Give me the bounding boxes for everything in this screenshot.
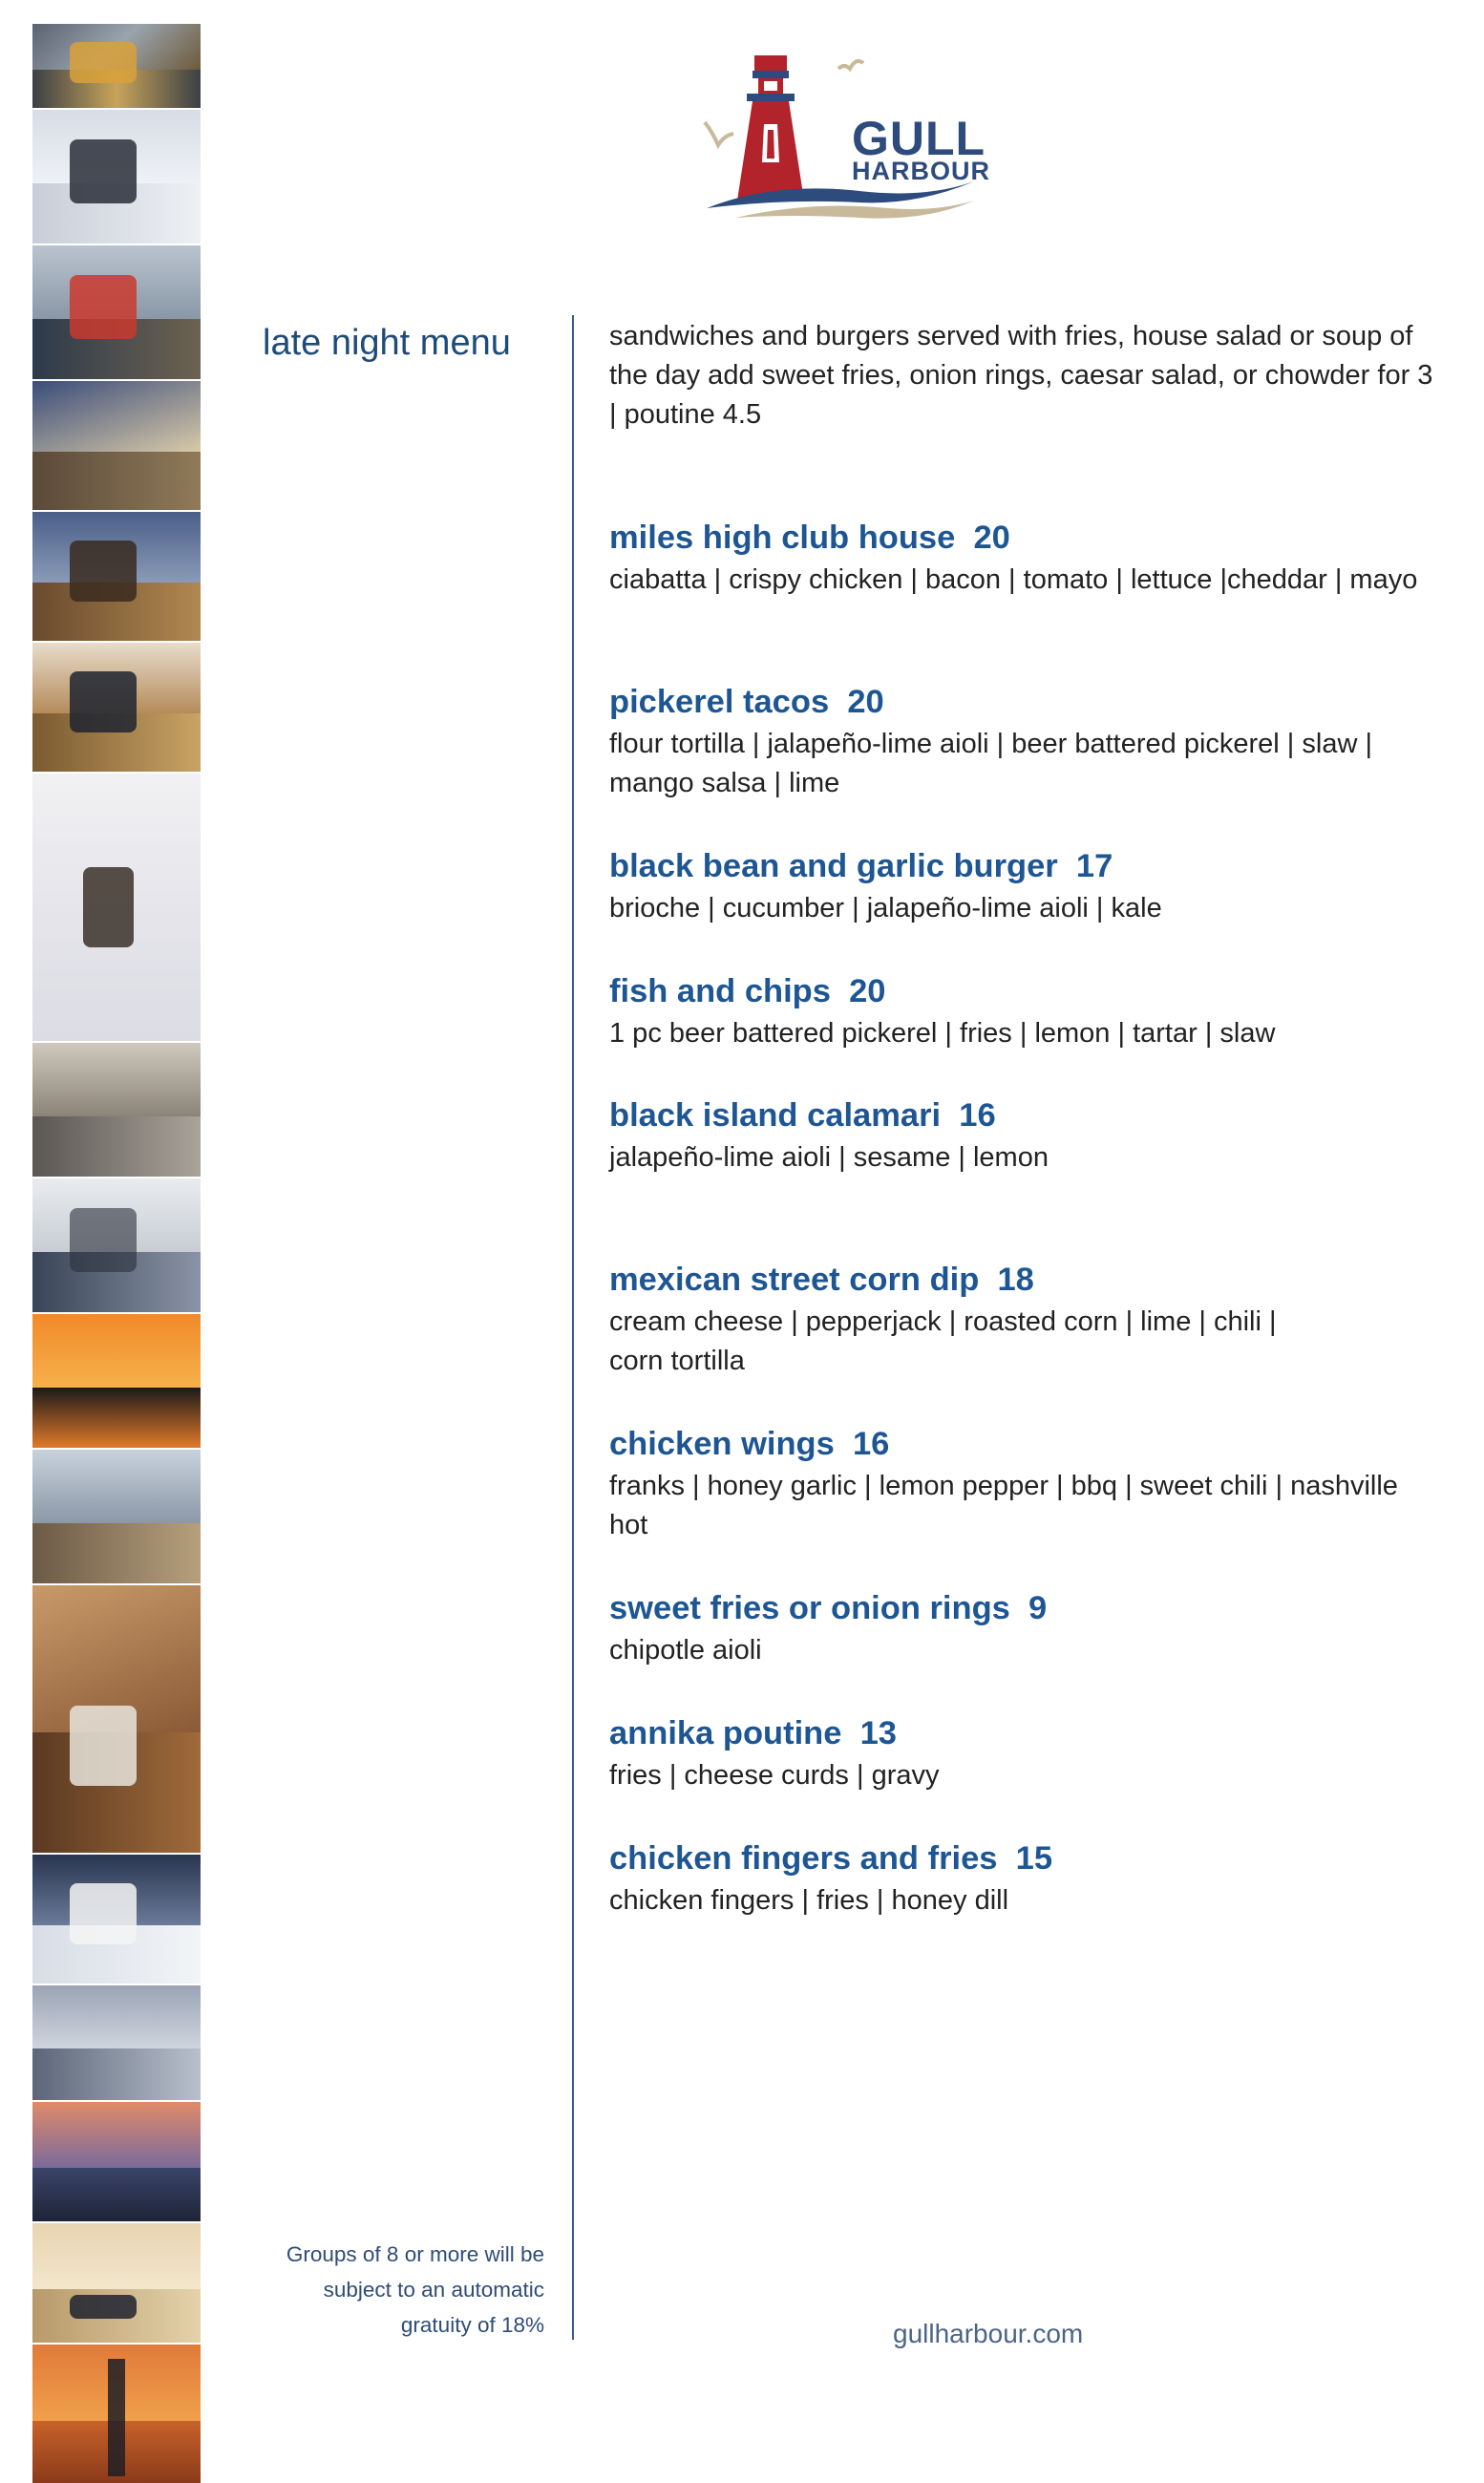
item-price: 16 xyxy=(959,1097,996,1134)
item-description: 1 pc beer battered pickerel | fries | lemon | tartar | slaw xyxy=(609,1018,1276,1049)
logo-text-harbour: HARBOUR xyxy=(852,157,990,185)
item-name: fish and chips xyxy=(609,973,831,1009)
item-name: annika poutine xyxy=(609,1715,842,1751)
gull-harbour-logo xyxy=(697,48,1003,229)
menu-item xyxy=(609,681,1440,803)
gull-icon xyxy=(838,61,863,69)
item-price: 20 xyxy=(849,973,886,1009)
item-heading xyxy=(609,1094,1440,1136)
item-heading xyxy=(609,1837,1440,1879)
menu-item xyxy=(609,1094,1440,1178)
photo-ice-shack-and-angler xyxy=(32,1855,201,1985)
item-heading xyxy=(609,517,1440,559)
column-divider xyxy=(572,315,574,2340)
photo-angler-with-fish xyxy=(32,245,201,381)
gratuity-line: subject to an automatic xyxy=(323,2278,544,2302)
photo-rocky-shoreline xyxy=(32,381,201,512)
item-heading xyxy=(609,1587,1440,1629)
photo-cabin-deck xyxy=(32,1043,201,1178)
item-description: ciabatta | crispy chicken | bacon | tomato | lettuce |cheddar | mayo xyxy=(609,564,1418,595)
item-price: 20 xyxy=(973,520,1010,556)
photo-cabin xyxy=(32,512,201,643)
item-price: 13 xyxy=(859,1715,897,1751)
item-price: 15 xyxy=(1015,1840,1053,1877)
photo-bedroom xyxy=(32,1585,201,1855)
photo-truck-on-ice xyxy=(32,110,201,245)
item-description: chipotle aioli xyxy=(609,1635,762,1666)
item-description: flour tortilla | jalapeño-lime aioli | beer battered pickerel | slaw | mango salsa | lime xyxy=(609,729,1373,798)
item-heading xyxy=(609,845,1440,887)
item-heading xyxy=(609,1423,1440,1465)
photo-snowy-ice xyxy=(32,1985,201,2102)
gratuity-notice xyxy=(248,2237,544,2343)
gratuity-line: gratuity of 18% xyxy=(400,2313,544,2337)
logo-text-gull: GULL xyxy=(852,112,986,165)
menu-item xyxy=(609,1712,1440,1795)
menu-item xyxy=(609,1259,1440,1381)
item-name: sweet fries or onion rings xyxy=(609,1590,1010,1626)
menu-item xyxy=(609,845,1440,928)
menu-item xyxy=(609,517,1440,600)
photo-lighthouse xyxy=(32,2345,201,2483)
menu-item xyxy=(609,1837,1440,1921)
item-description: fries | cheese curds | gravy xyxy=(609,1760,940,1791)
item-description: brioche | cucumber | jalapeño-lime aioli | kale xyxy=(609,893,1162,923)
item-name: miles high club house xyxy=(609,520,956,556)
photo-ice-fisher-in-shack xyxy=(32,643,201,774)
item-heading xyxy=(609,1712,1440,1754)
item-name: mexican street corn dip xyxy=(609,1262,980,1298)
gull-icon xyxy=(705,122,733,145)
item-description: cream cheese | pepperjack | roasted corn | lime | chili | corn tortilla xyxy=(609,1306,1277,1376)
item-description: chicken fingers | fries | honey dill xyxy=(609,1885,1009,1916)
photo-snowmobile-on-ice xyxy=(32,2223,201,2345)
item-heading xyxy=(609,1259,1440,1301)
website-link[interactable]: gullharbour.com xyxy=(893,2319,1084,2348)
menu-item xyxy=(609,970,1440,1053)
item-name: black island calamari xyxy=(609,1097,942,1134)
photo-campfire xyxy=(32,24,201,110)
photo-sunset-over-lake xyxy=(32,1314,201,1450)
item-heading xyxy=(609,970,1440,1012)
menu-title: late night menu xyxy=(263,323,511,363)
photo-eagle-in-tree xyxy=(32,774,201,1043)
item-heading xyxy=(609,681,1440,723)
photo-strip xyxy=(32,24,201,2435)
menu-intro: sandwiches and burgers served with fries, house salad or soup of the day add sweet fries, onion rings, caesar salad, or chowder for 3 | poutine 4.5 xyxy=(609,321,1433,430)
item-price: 17 xyxy=(1075,848,1113,884)
photo-winter-sunset xyxy=(32,2102,201,2223)
photo-shoreline-cliffs xyxy=(32,1450,201,1585)
item-name: chicken fingers and fries xyxy=(609,1840,998,1877)
menu-item xyxy=(609,1587,1440,1670)
item-price: 18 xyxy=(997,1262,1034,1298)
item-price: 20 xyxy=(847,684,884,720)
item-price: 9 xyxy=(1028,1590,1048,1626)
gratuity-line: Groups of 8 or more will be xyxy=(286,2242,544,2266)
item-price: 16 xyxy=(853,1426,890,1462)
item-name: black bean and garlic burger xyxy=(609,848,1058,884)
item-description: franks | honey garlic | lemon pepper | bbq | sweet chili | nashville hot xyxy=(609,1471,1398,1540)
item-description: jalapeño-lime aioli | sesame | lemon xyxy=(609,1142,1049,1173)
photo-boat-lift-at-dock xyxy=(32,1178,201,1314)
menu-item xyxy=(609,1423,1440,1545)
item-name: chicken wings xyxy=(609,1426,835,1462)
item-name: pickerel tacos xyxy=(609,684,830,720)
